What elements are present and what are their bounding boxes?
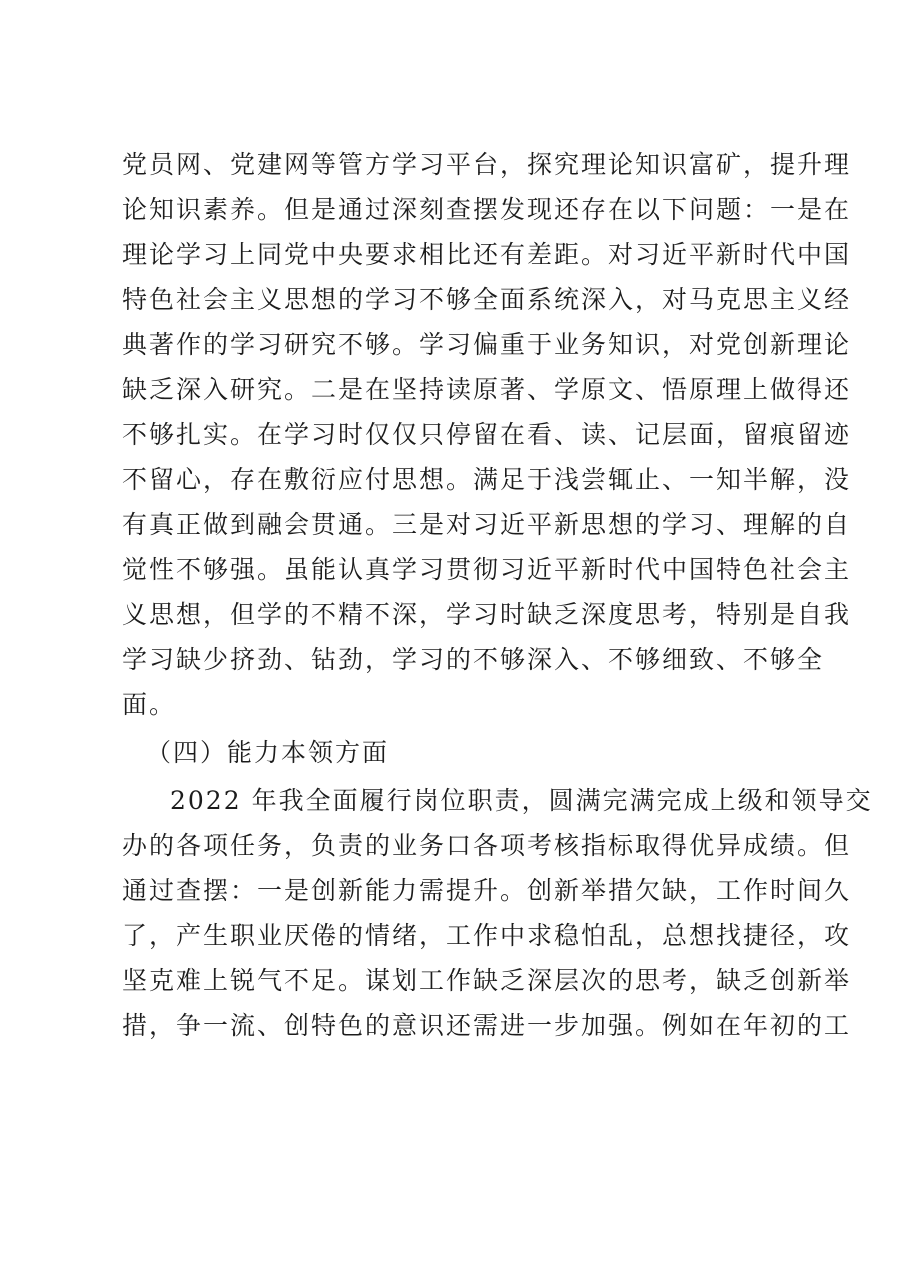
body-text-line: 不留心，存在敷衍应付思想。满足于浅尝辄止、一知半解，没: [122, 465, 852, 494]
body-text-line: 坚克难上锐气不足。谋划工作缺乏深层次的思考，缺乏创新举: [122, 966, 852, 995]
body-text-line: 措，争一流、创特色的意识还需进一步加强。例如在年初的工: [122, 1011, 852, 1040]
body-text-line: 有真正做到融会贯通。三是对习近平新思想的学习、理解的自: [122, 510, 852, 539]
body-text-line: 缺乏深入研究。二是在坚持读原著、学原文、悟原理上做得还: [122, 375, 852, 404]
section-heading: （四）能力本领方面: [146, 738, 390, 767]
body-text-line: 理论学习上同党中央要求相比还有差距。对习近平新时代中国: [122, 240, 852, 269]
body-text-line: 办的各项任务，负责的业务口各项考核指标取得优异成绩。但: [122, 831, 852, 860]
body-text-line: 党员网、党建网等管方学习平台，探究理论知识富矿，提升理: [122, 150, 852, 179]
body-text-line: 了，产生职业厌倦的情绪，工作中求稳怕乱，总想找捷径，攻: [122, 921, 852, 950]
body-text-line: 不够扎实。在学习时仅仅只停留在看、读、记层面，留痕留迹: [122, 420, 852, 449]
body-text-line: 2022 年我全面履行岗位职责，圆满完满完成上级和领导交: [170, 786, 873, 815]
body-text-line: 面。: [122, 690, 177, 719]
body-text-line: 学习缺少挤劲、钻劲，学习的不够深入、不够细致、不够全: [122, 645, 825, 674]
body-text-line: 通过查摆：一是创新能力需提升。创新举措欠缺，工作时间久: [122, 876, 852, 905]
body-text-line: 义思想，但学的不精不深，学习时缺乏深度思考，特别是自我: [122, 600, 852, 629]
body-text-line: 论知识素养。但是通过深刻查摆发现还存在以下问题：一是在: [122, 195, 852, 224]
body-text-line: 典著作的学习研究不够。学习偏重于业务知识，对党创新理论: [122, 330, 852, 359]
body-text-line: 觉性不够强。虽能认真学习贯彻习近平新时代中国特色社会主: [122, 555, 852, 584]
body-text-line: 特色社会主义思想的学习不够全面系统深入，对马克思主义经: [122, 285, 852, 314]
